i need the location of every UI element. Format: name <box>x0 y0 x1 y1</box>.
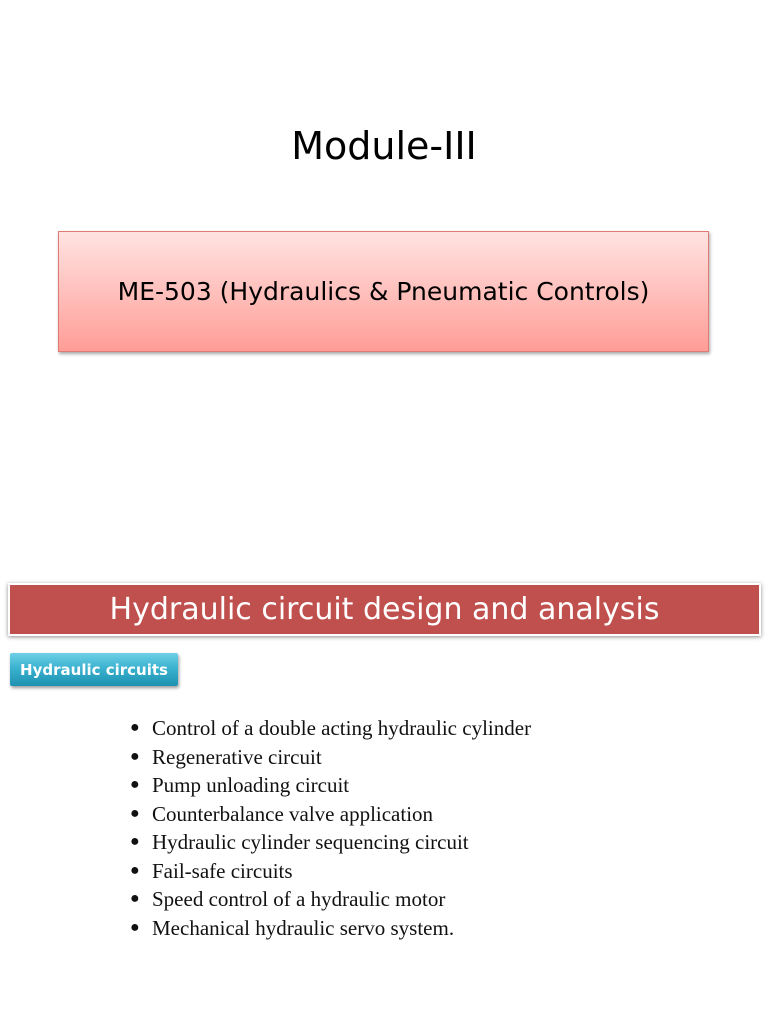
section-banner <box>8 583 761 636</box>
bullet-item <box>130 743 531 772</box>
topic-tag-text: Hydraulic circuits <box>20 660 168 679</box>
bullet-text: Fail-safe circuits <box>152 858 293 883</box>
bullet-item <box>130 800 531 829</box>
bullet-item <box>130 771 531 800</box>
bullet-dot-icon: ● <box>130 918 140 936</box>
bullet-item <box>130 828 531 857</box>
bullet-dot-icon: ● <box>130 890 140 907</box>
bullet-dot-icon: ● <box>130 861 140 879</box>
bullet-text: Hydraulic cylinder sequencing circuit <box>152 830 469 854</box>
topic-tag <box>10 653 178 686</box>
module-title: Module-III <box>291 124 477 168</box>
bullet-dot-icon: ● <box>130 719 140 736</box>
bullet-dot-icon: ● <box>130 833 140 850</box>
course-title-box <box>58 231 709 352</box>
bullet-text: Regenerative circuit <box>152 744 322 769</box>
bullet-item <box>130 714 531 743</box>
bullet-item <box>130 857 531 886</box>
bullet-item <box>130 885 531 914</box>
bullet-text: Pump unloading circuit <box>152 773 350 797</box>
bullet-item <box>130 914 531 943</box>
section-banner-text: Hydraulic circuit design and analysis <box>109 592 660 627</box>
bullet-dot-icon: ● <box>130 747 140 765</box>
bullet-text: Mechanical hydraulic servo system. <box>152 915 455 940</box>
bullet-dot-icon: ● <box>130 804 140 822</box>
bullet-text: Speed control of a hydraulic motor <box>152 887 446 911</box>
bullet-text: Control of a double acting hydraulic cylinder <box>152 716 532 740</box>
topic-bullet-list <box>130 714 531 942</box>
course-title-text: ME-503 (Hydraulics & Pneumatic Controls) <box>117 277 650 306</box>
bullet-text: Counterbalance valve application <box>152 801 434 826</box>
bullet-dot-icon: ● <box>130 776 140 793</box>
